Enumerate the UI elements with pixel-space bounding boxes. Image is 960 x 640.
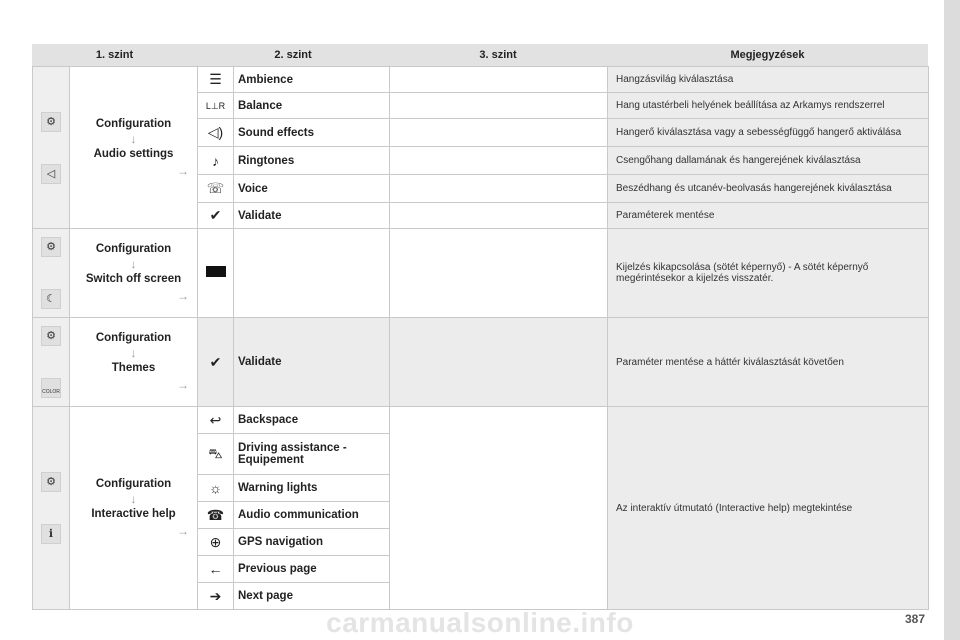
ringtone-icon: ♪ [198, 147, 234, 175]
level3-label: Balance [234, 93, 390, 119]
level2-bottom-label: Switch off screen [85, 273, 182, 285]
level3-label: Next page [234, 583, 390, 610]
level2-cell [70, 318, 198, 407]
level2-bottom-label: Themes [111, 362, 156, 374]
level3-blank [390, 203, 608, 229]
phone-icon: ☎ [198, 502, 234, 529]
note-cell: Kijelzés kikapcsolása (sötét képernyő) - A sötét képernyő megérintésekor a kijelzés visszatér. [608, 229, 929, 318]
level1-cell [33, 229, 70, 318]
speaker-icon: ◁ [41, 164, 61, 184]
level3-label: Audio communication [234, 502, 390, 529]
header-level2: 2. szint [274, 49, 312, 61]
note-cell: Csengőhang dallamának és hangerejének kiválasztása [608, 147, 929, 175]
balance-icon: L⊥R [198, 93, 234, 119]
equalizer-icon: ☰ [198, 67, 234, 93]
level3-blank [390, 67, 608, 93]
voice-icon: ☏ [198, 175, 234, 203]
level1-cell [33, 318, 70, 407]
level3-blank [390, 407, 608, 610]
level3-blank [390, 147, 608, 175]
arrow-right-icon: → [177, 524, 189, 538]
note-cell: Az interaktív útmutató (Interactive help) megtekintése [608, 407, 929, 610]
level2-top-label: Configuration [95, 332, 172, 344]
level2-cell [70, 229, 198, 318]
level3-label: GPS navigation [234, 529, 390, 556]
page-edge-bar [944, 0, 960, 640]
table-row [33, 318, 929, 407]
level2-bottom-label: Audio settings [93, 147, 174, 160]
header-notes: Megjegyzések [730, 49, 805, 61]
arrow-down-icon: ↓ [130, 131, 137, 146]
arrow-right-icon: → [177, 163, 189, 178]
arrow-right-icon: → [177, 289, 189, 303]
checkmark-icon: ✔ [198, 318, 234, 407]
level2-top-label: Configuration [95, 117, 172, 130]
level3-label: Backspace [234, 407, 390, 434]
level1-cell [33, 67, 70, 229]
header-level1: 1. szint [95, 49, 134, 61]
gear-icon: ⚙ [41, 112, 61, 132]
note-cell: Paraméterek mentése [608, 203, 929, 229]
level2-top-label: Configuration [95, 478, 172, 490]
table-row [33, 229, 929, 318]
page-number: 387 [905, 612, 926, 626]
table-row [33, 407, 929, 434]
level3-blank [390, 318, 608, 407]
moon-icon: ☾ [41, 289, 61, 309]
note-cell: Paraméter mentése a háttér kiválasztását követően [608, 318, 929, 407]
level3-label: Ambience [234, 67, 390, 93]
level3-blank [390, 93, 608, 119]
help-icon: ℹ [41, 524, 61, 544]
level3-label: Ringtones [234, 147, 390, 175]
arrow-right-icon: ➔ [198, 583, 234, 610]
level3-label: Sound effects [234, 119, 390, 147]
level3-label: Driving assistance - Equipement [234, 434, 390, 475]
level1-cell [33, 407, 70, 610]
header-level3: 3. szint [479, 49, 517, 61]
watermark: carmanualsonline.info [326, 607, 634, 638]
level3-label: Warning lights [234, 475, 390, 502]
checkmark-icon: ✔ [198, 203, 234, 229]
warning-light-icon: ☼ [198, 475, 234, 502]
arrow-down-icon: ↓ [130, 492, 137, 506]
level3-blank [234, 229, 390, 318]
level2-cell [70, 407, 198, 610]
gear-icon: ⚙ [41, 472, 61, 492]
level3-blank [390, 175, 608, 203]
level3-blank [390, 119, 608, 147]
gps-icon: ⊕ [198, 529, 234, 556]
sound-effects-icon: ◁) [198, 119, 234, 147]
note-cell: Beszédhang és utcanév-beolvasás hangerejének kiválasztása [608, 175, 929, 203]
level3-label: Previous page [234, 556, 390, 583]
note-cell: Hangerő kiválasztása vagy a sebességfüggő hangerő aktiválása [608, 119, 929, 147]
arrow-down-icon: ↓ [130, 257, 137, 271]
color-icon: COLOR [41, 378, 61, 398]
note-cell: Hangzásvilág kiválasztása [608, 67, 929, 93]
level3-label: Validate [234, 203, 390, 229]
note-cell: Hang utastérbeli helyének beállítása az Arkamys rendszerrel [608, 93, 929, 119]
settings-table [32, 66, 929, 610]
table-row [33, 67, 929, 93]
backspace-icon: ↩ [198, 407, 234, 434]
dark-screen-icon [198, 229, 234, 318]
level2-cell [70, 67, 198, 229]
level2-bottom-label: Interactive help [91, 508, 176, 520]
car-icon: ⛍ [198, 434, 234, 475]
gear-icon: ⚙ [41, 326, 61, 346]
level3-label: Validate [234, 318, 390, 407]
level3-label: Voice [234, 175, 390, 203]
gear-icon: ⚙ [41, 237, 61, 257]
arrow-left-icon: ← [198, 556, 234, 583]
table-header [32, 44, 928, 66]
arrow-right-icon: → [177, 378, 189, 392]
level3-blank [390, 229, 608, 318]
arrow-down-icon: ↓ [130, 346, 137, 360]
level2-top-label: Configuration [95, 243, 172, 255]
